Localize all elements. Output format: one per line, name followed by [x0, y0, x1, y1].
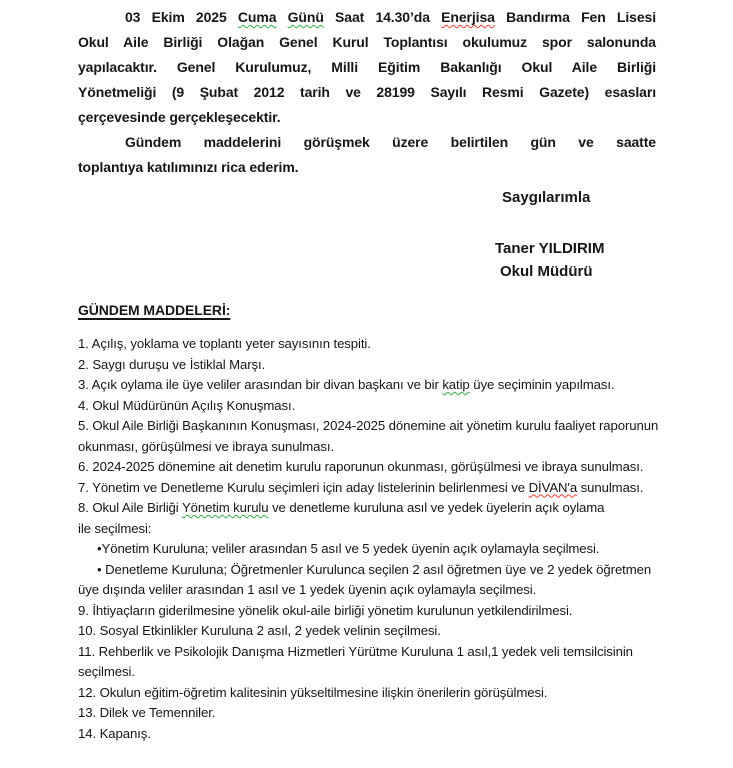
- agenda-line: [78, 375, 721, 396]
- intro-line: [78, 80, 656, 105]
- text-segment: Gündem maddelerini görüşmek üzere belirtilen gün ve saatte: [125, 134, 656, 150]
- text-segment: 11. Rehberlik ve Psikolojik Danışma Hizmetleri Yürütme Kuruluna 1 asıl,1 yedek veli temsilcisinin: [78, 643, 633, 659]
- agenda-line: [78, 580, 721, 601]
- text-segment: 03 Ekim 2025: [125, 9, 238, 25]
- text-segment: 10. Sosyal Etkinlikler Kuruluna 2 asıl, 2 yedek velinin seçilmesi.: [78, 623, 441, 638]
- text-segment: Bandırma Fen Lisesi: [494, 9, 656, 25]
- agenda-line: [78, 601, 721, 622]
- agenda-heading-text: GÜNDEM MADDELERİ:: [78, 302, 231, 318]
- intro-line: [78, 55, 656, 80]
- agenda-line: [78, 642, 721, 663]
- agenda-line: [78, 355, 721, 376]
- agenda-line: [78, 539, 721, 560]
- agenda-line: [78, 683, 721, 704]
- text-segment: • Denetleme Kuruluna; Öğretmenler Kurulunca seçilen 2 asıl öğretmen üye ve 2 yedek öğretmen: [97, 561, 652, 577]
- text-segment: 5. Okul Aile Birliği Başkanının Konuşması, 2024-2025 dönemine ait yönetim kurulu faaliyet raporunun: [78, 418, 659, 433]
- text-segment: sunulması.: [577, 479, 644, 495]
- spellcheck-green-word: Yönetim kurulu: [181, 500, 269, 515]
- text-segment: seçilmesi.: [78, 664, 135, 679]
- text-segment: [276, 9, 287, 25]
- agenda-line: [78, 334, 721, 355]
- text-segment: toplantıya katılımınızı rica ederim.: [78, 159, 299, 175]
- intro-line: [78, 5, 656, 30]
- spellcheck-green-word: Cuma: [237, 9, 277, 25]
- agenda-line: [78, 478, 721, 499]
- text-segment: ve denetleme kuruluna asıl ve yedek üyelerin açık oylama: [268, 500, 605, 515]
- agenda-line: [78, 498, 721, 519]
- intro-line: [78, 105, 656, 130]
- intro-line: [78, 30, 656, 55]
- agenda-line: [78, 724, 721, 745]
- spellcheck-green-word: Günü: [287, 9, 324, 25]
- text-segment: 4. Okul Müdürünün Açılış Konuşması.: [78, 397, 296, 413]
- text-segment: okunması, görüşülmesi ve ibraya sunulması.: [78, 438, 335, 454]
- text-segment: 14. Kapanış.: [78, 725, 151, 741]
- text-segment: •Yönetim Kuruluna; veliler arasından 5 asıl ve 5 yedek üyenin açık oylamayla seçilmesi.: [97, 541, 600, 556]
- salutation: Saygılarımla: [502, 189, 591, 206]
- agenda-line: [78, 396, 721, 417]
- spellcheck-red-word: DİVAN'a: [528, 479, 578, 495]
- agenda-heading: [78, 300, 721, 320]
- agenda-line: [78, 457, 721, 478]
- text-segment: Yönetmeliği (9 Şubat 2012 tarih ve 28199 Sayılı Resmi Gazete) esasları: [78, 84, 656, 100]
- agenda-line: [78, 703, 721, 724]
- agenda-line: [78, 662, 721, 683]
- agenda-line: [78, 621, 721, 642]
- text-segment: yapılacaktır. Genel Kurulumuz, Milli Eğitim Bakanlığı Okul Aile Birliği: [78, 59, 656, 75]
- intro-line: [78, 130, 656, 155]
- text-segment: ile seçilmesi:: [78, 520, 152, 536]
- spellcheck-green-word: katip: [442, 377, 470, 392]
- text-segment: 3. Açık oylama ile üye veliler arasından bir divan başkanı ve bir: [78, 377, 443, 392]
- agenda-line: [78, 519, 721, 540]
- text-segment: 1. Açılış, yoklama ve toplantı yeter sayısının tespiti.: [78, 336, 371, 351]
- agenda-line: [78, 560, 721, 581]
- signer-title: Okul Müdürü: [500, 263, 593, 280]
- agenda-list: [78, 334, 721, 744]
- text-segment: 12. Okulun eğitim-öğretim kalitesinin yükseltilmesine ilişkin önerilerin görüşülmesi.: [78, 684, 548, 700]
- text-segment: 7. Yönetim ve Denetleme Kurulu seçimleri için aday listelerinin belirlenmesi ve: [78, 479, 529, 495]
- text-segment: 6. 2024-2025 dönemine ait denetim kurulu raporunun okunması, görüşülmesi ve ibraya sunulması.: [78, 459, 644, 474]
- agenda-line: [78, 416, 721, 437]
- text-segment: 13. Dilek ve Temenniler.: [78, 705, 216, 720]
- intro-line: [78, 155, 656, 180]
- text-segment: Okul Aile Birliği Olağan Genel Kurul Toplantısı okulumuz spor salonunda: [78, 34, 656, 50]
- intro-paragraphs: [78, 5, 656, 180]
- text-segment: 2. Saygı duruşu ve İstiklal Marşı.: [78, 356, 266, 372]
- text-segment: Saat 14.30’da: [323, 9, 442, 25]
- spellcheck-red-word: Enerjisa: [441, 9, 495, 25]
- signer-name: Taner YILDIRIM: [495, 240, 605, 257]
- text-segment: üye dışında veliler arasından 1 asıl ve 1 yedek üyenin açık oylamayla seçilmesi.: [78, 582, 537, 597]
- text-segment: çerçevesinde gerçekleşecektir.: [78, 109, 281, 125]
- text-segment: 8. Okul Aile Birliği: [78, 500, 182, 515]
- text-segment: üye seçiminin yapılması.: [469, 377, 615, 392]
- agenda-line: [78, 437, 721, 458]
- text-segment: 9. İhtiyaçların giderilmesine yönelik okul-aile birliği yönetim kurulunun yetkilendirilmesi.: [78, 602, 573, 618]
